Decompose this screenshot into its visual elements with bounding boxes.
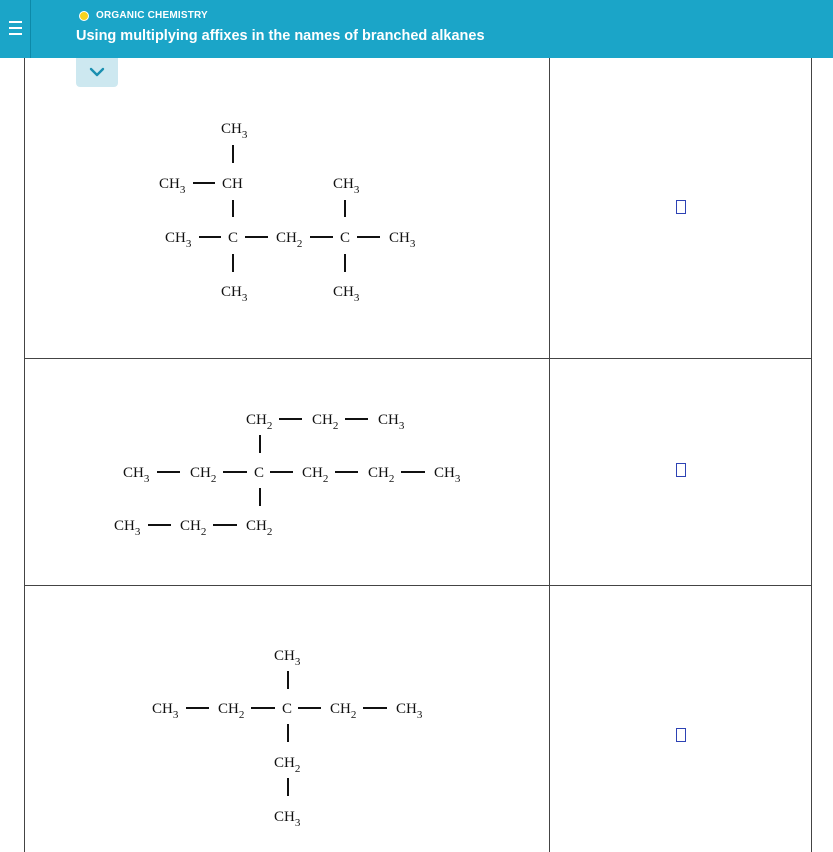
- chem-group: $CH_3$: [165, 230, 192, 250]
- chem-group: $CH_2$: [246, 412, 273, 432]
- chem-group: $CH_3$: [114, 518, 141, 538]
- chem-group: CH: [222, 176, 243, 192]
- structure-2: [114, 412, 461, 538]
- chem-group: $CH_3$: [378, 412, 405, 432]
- chem-group: $CH_3$: [152, 701, 179, 721]
- chem-group: $CH_3$: [221, 121, 248, 141]
- chem-group: $CH_3$: [221, 284, 248, 304]
- chem-group: $CH_3$: [274, 648, 301, 668]
- chem-group: $CH_3$: [123, 465, 150, 485]
- chem-group: $CH_2$: [218, 701, 245, 721]
- chem-group: $CH_3$: [274, 809, 301, 829]
- chem-group: $CH_2$: [312, 412, 339, 432]
- chem-group: $CH_3$: [333, 176, 360, 196]
- chem-group: C: [228, 230, 239, 246]
- chem-group: $CH_2$: [180, 518, 207, 538]
- structure-1: [159, 121, 416, 304]
- chem-group: $CH_2$: [274, 755, 301, 775]
- chem-group: $CH_2$: [330, 701, 357, 721]
- chem-group: $CH_2$: [246, 518, 273, 538]
- chem-group: C: [254, 465, 265, 481]
- chem-group: $CH_3$: [389, 230, 416, 250]
- chem-group: C: [340, 230, 351, 246]
- chem-group: $CH_2$: [302, 465, 329, 485]
- chem-group: $CH_3$: [434, 465, 461, 485]
- chem-group: $CH_2$: [276, 230, 303, 250]
- chem-group: $CH_2$: [368, 465, 395, 485]
- chem-group: $CH_2$: [190, 465, 217, 485]
- topic-label: ORGANIC CHEMISTRY: [96, 10, 208, 21]
- chem-group: C: [282, 701, 293, 717]
- page-title: Using multiplying affixes in the names of branched alkanes: [76, 28, 485, 44]
- chem-group: $CH_3$: [333, 284, 360, 304]
- chem-group: $CH_3$: [159, 176, 186, 196]
- chem-group: $CH_3$: [396, 701, 423, 721]
- structure-3: [152, 648, 423, 829]
